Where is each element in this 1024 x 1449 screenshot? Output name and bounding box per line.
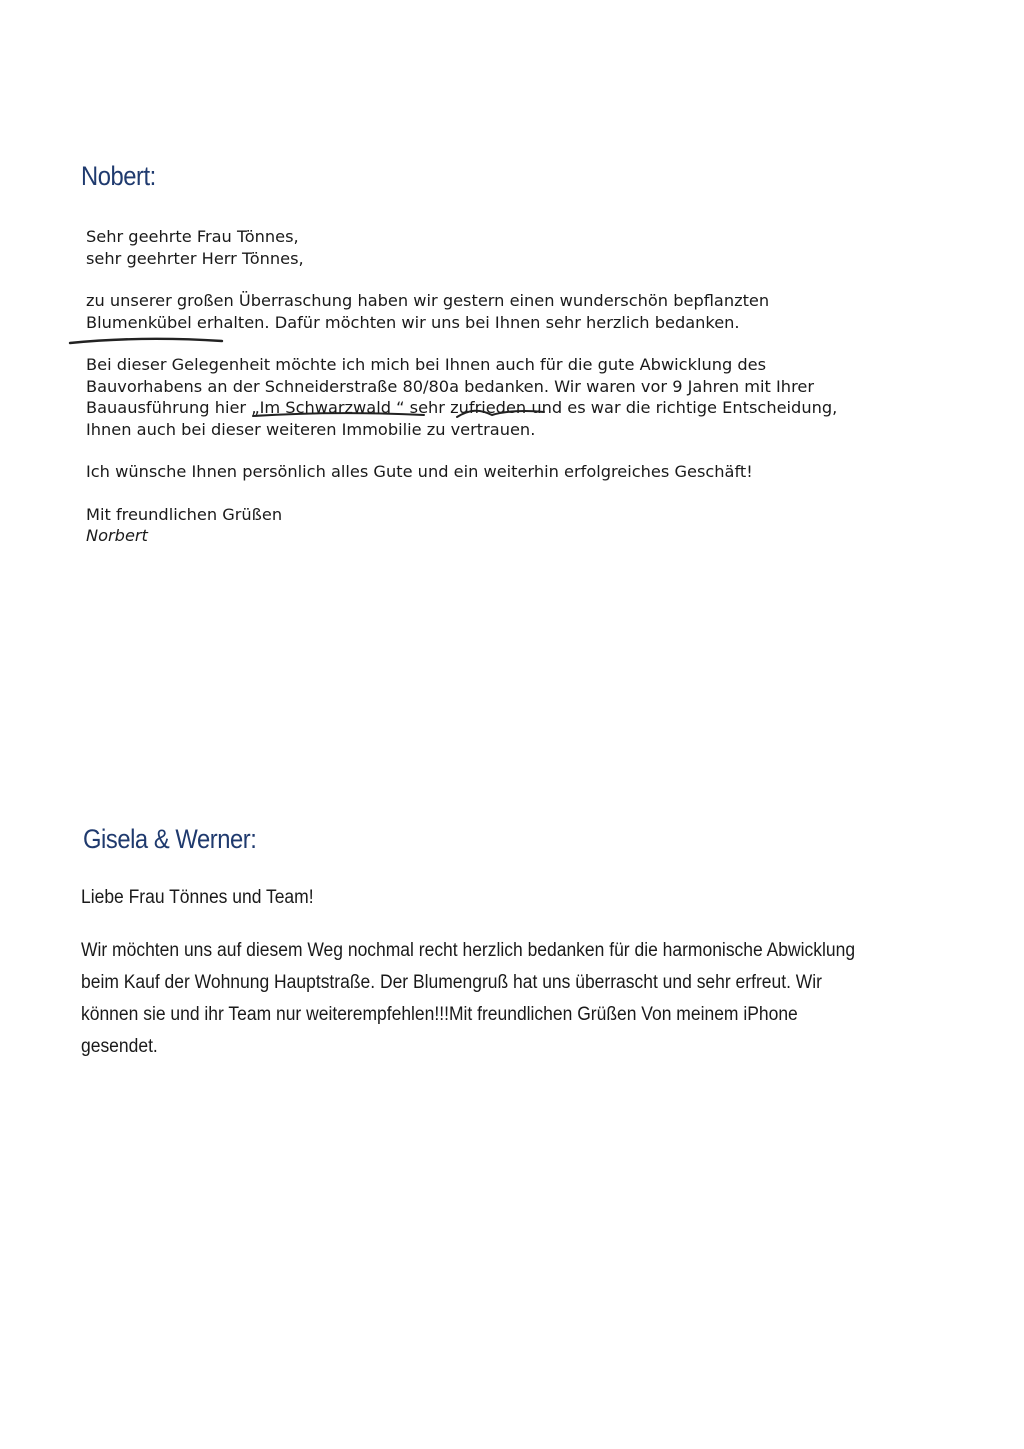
signature: Norbert (86, 526, 148, 545)
message-line: beim Kauf der Wohnung Hauptstraße. Der Blumengruß hat uns überrascht und sehr erfreut. Wir (81, 972, 822, 993)
greeting-line: Liebe Frau Tönnes und Team! (81, 887, 314, 908)
section-heading-nobert: Nobert: (81, 161, 156, 191)
paragraph-line: Blumenkübel erhalten. Dafür möchten wir uns bei Ihnen sehr herzlich bedanken. (86, 312, 740, 332)
salutation-line: sehr geehrter Herr Tönnes, (86, 248, 304, 268)
paragraph-line: zu unserer großen Überraschung haben wir gestern einen wunderschön bepflanzten (86, 291, 770, 310)
paragraph-line: Bauausführung hier „Im Schwarzwald “ sehr zufrieden und es war die richtige Entscheidung, (86, 398, 838, 417)
paragraph-line: Bauvorhabens an der Schneiderstraße 80/80a bedanken. Wir waren vor 9 Jahren mit Ihrer (86, 376, 814, 396)
message-line: Wir möchten uns auf diesem Weg nochmal recht herzlich bedanken für die harmonische Abwicklung (81, 940, 856, 961)
message-body (81, 935, 863, 1063)
message-line: können sie und ihr Team nur weiterempfehlen!!!Mit freundlichen Grüßen Von meinem iPhone (81, 1004, 798, 1025)
letter-nobert (86, 226, 946, 547)
salutation-line: Sehr geehrte Frau Tönnes, (86, 227, 299, 246)
message-line: gesendet. (81, 1036, 158, 1057)
section-heading-gisela-werner: Gisela & Werner: (83, 824, 257, 854)
closing-line: Mit freundlichen Grüßen (86, 504, 283, 524)
paragraph-line: Bei dieser Gelegenheit möchte ich mich bei Ihnen auch für die gute Abwicklung des (86, 355, 767, 374)
letter-gisela-werner (81, 886, 931, 1063)
paragraph-line: Ich wünsche Ihnen persönlich alles Gute und ein weiterhin erfolgreiches Geschäft! (86, 462, 753, 481)
paragraph-line: Ihnen auch bei dieser weiteren Immobilie zu vertrauen. (86, 419, 536, 439)
